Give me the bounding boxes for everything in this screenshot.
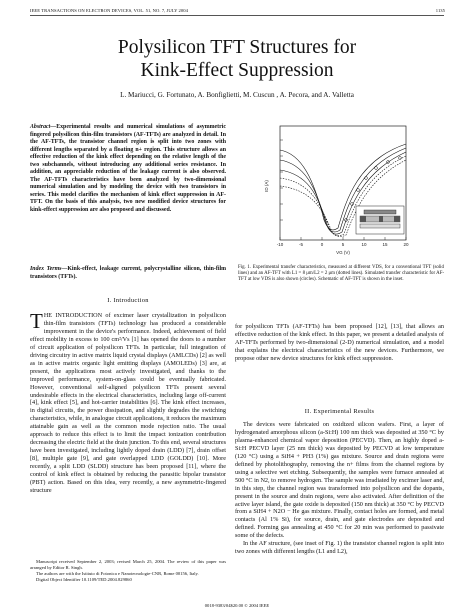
title-line-1: Polysilicon TFT Structures for <box>117 37 357 58</box>
intro-paragraph: HE INTRODUCTION of excimer laser crystallization in polysilicon thin-film transistors (TFTs) technology has produced a considerable improvement in the device's performance. Indeed, achievement of field effect mobility in excess to 100 cm²/Vs [1] has opened the doors to a number of circuit application of polysilicon TFTs. In particular, full integration of driving circuitry in active matrix liquid crystal displays (AMLCDs) [2] as well as in active matrix organic light emitting displays (AMOLEDs) [3] are, at present, the applications most actively investigated, and thanks to the improved performance, system-on-glass could be eventually fabricated. However, conventional self-aligned polysilicon TFTs present several undesirable effects in the electrical characteristics, including large off-current [4], kink effect [5], and hot-carrier instabilities [6]. The kink effect increases, in digital circuits, the power dissipation, and slightly degrades the switching characteristics, while, in analogue circuit applications, it reduces the maximum attainable gain as well as the common mode rejection ratio. The usual approach to reduce this effect is to limit the impact ionization contribution decreasing the electric field at the drain junction. To this end, several structures have been investigated, including lightly doped drain (LDD) [7], drain offset [8], multiple gate [9], and gate overlapped LDD (GOLDD) [10]. More recently, a split LDD (SLDD) structure has been proposed [11], where the control of kink effect is obtained by reducing the parasitic bipolar transistor (PBT) action. Based on this idea, very recently, a new asymmetric-fingered structure <box>30 312 227 494</box>
intro-continued <box>235 323 444 363</box>
footnote-doi: Digital Object Identifier 10.1109/TED.2004.829860 <box>36 576 132 582</box>
experimental-body <box>235 421 444 556</box>
figure-1-caption: Fig. 1. Experimental transfer characteristics, measured at different VDS, for a conventional TFT (solid lines) and an AF-TFT with L1 = 8 μm/L2 = 2 μm (dotted lines). Simulated transfer characteristic for AF-TFT at low VDS is also shown (circles). Schematic of AF-TFT is shown in the inset. <box>238 265 444 283</box>
experimental-paragraph-2: In the AF structure, (see inset of Fig. 1) the transistor channel region is split into two zones with different lengths (L1 and L2), <box>235 540 444 556</box>
x-tick-label: 10 <box>361 242 367 247</box>
x-tick-label: 20 <box>403 242 409 247</box>
title-line-2: Kink-Effect Suppression <box>140 60 334 81</box>
index-terms <box>30 266 226 281</box>
y-axis-label: ID (A) <box>264 180 269 192</box>
x-tick-label: -10 <box>276 242 284 247</box>
index-terms-text: Kink-effect, leakage current, polycrystalline silicon, thin-film transistors (TFTs). <box>30 266 226 280</box>
header-rule <box>30 15 444 16</box>
page-number: 1135 <box>435 8 445 13</box>
section-heading-introduction: I. Introduction <box>107 297 149 304</box>
author-list: L. Mariucci, G. Fortunato, A. Bonfiglietti, M. Cuscun , A. Pecora, and A. Valletta <box>120 91 354 99</box>
x-tick-label: -5 <box>298 242 304 247</box>
abstract-label: Abstract— <box>30 124 57 130</box>
footnote-affiliation: The authors are with the Istituto di Fotonica e Nanotecnologie-CNR, Rome 00156, Italy. <box>36 570 199 576</box>
experimental-paragraph-1: The devices were fabricated on oxidized silicon wafers. First, a layer of hydrogenated amorphous silicon (a-Si:H) 100 nm thick was deposited at 350 °C by plasma-enhanced chemical vapor deposition (PECVD). Then, an highly doped a-Si:H PECVD layer (25 nm thick) was deposited by PECVD at low temperature (120 °C) using a SiH4 + PH3 (1%) gas mixture. Source and drain regions were defined by photolithography, removing the n+ films from the channel regions by using a selective wet etching. Subsequently, the samples were furnace annealed at 500 °C in N2, to remove hydrogen. The sample was irradiated by excimer laser and, in this step, the channel region was transformed into polysilicon and the dopants, present in the source and drain regions, were also activated. After definition of the active layer island, the gate oxide is deposited (150 nm thick) at 350 °C by PECVD from a SiH4 + N2O − He gas mixture. Finally, contact holes are formed, and metal contacts (Al 1% Si), for source, drain, and gate electrodes are deposited and defined. Forming gas annealing at 450 °C for 20 min was performed to passivate some of the defects. <box>235 421 444 540</box>
introduction-body <box>30 309 227 495</box>
footnote-manuscript: Manuscript received September 2, 2003; revised March 25, 2004. The review of this paper was arranged by Editor R. Singh. <box>30 559 226 570</box>
footnote <box>30 559 226 583</box>
paper-title <box>0 36 474 82</box>
x-tick-label: 15 <box>382 242 388 247</box>
figure-1-plot <box>262 120 412 260</box>
abstract-text: Experimental results and numerical simulations of asymmetric fingered polysilicon thin-film transistors (AF-TFTs) are analyzed in detail. In the AF-TFTs, the transistor channel region is split into two zones with different lengths separated by a floating n+ region. This structure allows an effective reduction of the kink effect depending on the relative length of the two subchannels, without introducing any additional series resistance. In addition, an appreciable reduction of the leakage current is also observed. The AF-TFTs characteristics have been analyzed by two-dimensional numerical simulation and by modeling the device with two transistors in series. This model clarifies the mechanism of kink effect suppression in AF-TFT. On the basis of this analysis, two new modified device structures for kink-effect suppression are also proposed and discussed. <box>30 124 226 214</box>
inset-schematic <box>356 206 404 234</box>
page-footer: 0018-9383/04$20.00 © 2004 IEEE <box>204 603 270 608</box>
x-tick-label: 0 <box>320 242 324 247</box>
x-axis-label: VG (V) <box>336 250 350 255</box>
figure-1 <box>262 120 412 260</box>
intro-continued-paragraph: for polysilicon TFTs (AF-TFTs) has been proposed [12], [13], that allows an effective reduction of the kink effect. In this paper, we present a detailed analysis of AF-TFTs performed by two-dimensional (2-D) numerical simulation, and a model that explains the electrical characteristics of the new devices. Furthermore, we propose other new device structures for kink effect suppression. <box>235 323 444 362</box>
drop-cap: T <box>30 309 43 333</box>
abstract <box>30 124 226 215</box>
index-terms-label: Index Terms— <box>30 266 68 272</box>
running-header-journal: IEEE TRANSACTIONS ON ELECTRON DEVICES, VOL. 51, NO. 7, JULY 2004 <box>30 8 188 13</box>
section-heading-experimental: II. Experimental Results <box>304 408 375 415</box>
x-tick-label: 5 <box>341 242 345 247</box>
